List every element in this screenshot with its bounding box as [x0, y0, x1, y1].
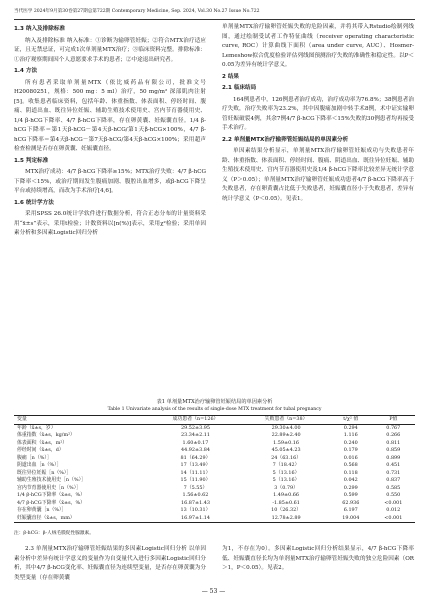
table-cell: 1.60±0.17 [182, 439, 209, 446]
table-header-cell: t/χ² 值 [330, 416, 372, 425]
table-caption-en: Table 1 Univariate analysis of the results of single-dose MTX treatment for tubal pregnancy [107, 407, 322, 412]
table-cell: 22.89±2.40 [271, 432, 301, 438]
table-cell: 17（13.49） [180, 462, 211, 468]
header-divider [14, 19, 415, 20]
table-row [14, 447, 415, 455]
table-cell: -1.85±0.61 [272, 499, 300, 506]
results-table [14, 415, 415, 523]
right-text-column [222, 23, 414, 204]
table-row [14, 424, 415, 432]
table-row [14, 492, 415, 500]
table-cell: 14（11.11） [180, 469, 211, 476]
table-cell: 停经时间（x̄±s，d） [17, 447, 64, 453]
table-cell: 29.30±4.00 [271, 424, 301, 431]
paragraph: 单剂量MTX治疗输卵管妊娠失败的危险因素，并将其带入Rstudio绘制列线图，通过绘制受试者工作特征曲线（receiver operating characteristic curve, ROC）计算曲线下面积（area under curve, AUC）、Hosmer-Lemeshow拟合优度检验评估列线图预测治疗失败的准确性和稳定性。以P＜0.05为差异有统计学意义。 [222, 24, 414, 68]
table-cell: 16.87±1.43 [180, 499, 210, 506]
table-caption [14, 398, 415, 414]
table-cell: 0.550 [386, 492, 401, 498]
table-cell: 0.179 [343, 447, 358, 453]
table-cell: 5（13.16） [272, 469, 300, 476]
paragraph: 2.3 单剂量MTX治疗输卵管妊娠结果的多因素Logistic回归分析 以单因素分析中差异有统计学意义的变量作为自变量代入进行多因素Logistic回归分析，其中4/7 β-hCG变化率、妊娠囊直径为连续型变量，是否存在卵黄囊为分类型变量（存在卵黄囊 [14, 546, 206, 581]
table-cell: 4/7 β-hCG下降率（x̄±s，%） [17, 499, 86, 506]
table-cell: 体重指数（x̄±s，kg/m²） [17, 432, 75, 438]
table-cell: 0.118 [343, 469, 358, 476]
section-heading: 2 结果 [222, 73, 240, 80]
table-header-cell: P值 [372, 416, 415, 425]
table-note: 注：β-hCG：β-人绒毛膜促性腺激素。 [14, 531, 94, 536]
table-cell: 5（13.16） [272, 477, 300, 483]
table-cell: 29.52±3.95 [180, 424, 210, 431]
table-row [14, 485, 415, 493]
table-cell: 24（63.16） [271, 454, 302, 461]
table-cell: 0.811 [386, 439, 401, 446]
table-row [14, 432, 415, 440]
table-row [14, 440, 415, 448]
paragraph: 为1，不存在为0）。多因素Logistic回归分析结果显示，4/7 β-hCG下降率低、妊娠囊直径长均为单剂量MTX治疗输卵管妊娠失败的独立危险因素（OR＞1，P＜0.05）。见表2。 [222, 546, 414, 571]
table-row [14, 455, 415, 463]
table-cell: 7（18.42） [272, 462, 300, 468]
table-cell: 1.49±0.66 [273, 492, 300, 498]
table-cell: 44.92±3.84 [180, 447, 210, 453]
table-cell: 体表面积（x̄±s，m²） [17, 439, 68, 446]
page-number: — 53 — [201, 588, 226, 595]
table-cell: 0.299 [343, 484, 358, 491]
table-cell: 1.116 [343, 432, 358, 438]
table-cell: 0.016 [343, 454, 358, 461]
table-cell: 7（5.55） [183, 484, 208, 491]
table-cell: <0.001 [384, 499, 403, 506]
table-header-cell: 失败患者（n=38） [242, 416, 330, 425]
bottom-right-column [222, 545, 414, 574]
table-cell: 19.004 [330, 515, 372, 523]
table-cell: 0.240 [343, 439, 358, 446]
table-cell: 0.585 [386, 484, 401, 491]
section-heading: 1.4 方法 [14, 68, 38, 74]
section-heading: 2.1 临床结局 [222, 85, 257, 91]
table-cell: 阴道出血［n（%）］ [17, 462, 62, 468]
bottom-left-column [14, 545, 206, 583]
table-cell: 0.568 [343, 462, 358, 468]
table-cell: 81（64.29） [180, 454, 211, 461]
table-cell: 0.012 [386, 507, 401, 513]
table-cell: 23.34±2.11 [180, 432, 210, 438]
table-cell: 年龄（x̄±s，岁） [17, 424, 56, 431]
table-cell: 10（26.32） [271, 507, 302, 513]
table-row [14, 477, 415, 485]
paragraph: 单因素结果分析显示，单剂量MTX治疗输卵管妊娠成功与失败患者年龄、体重指数、体表面积、停经时间、腹痛、阴道出血、既往异位妊娠、辅助生殖技术使用史、宫内节育器使用史及1/4 β-hCG下降率比较差异无统计学意义（P＞0.05）；单剂量MTX治疗输卵管妊娠成功患者4/7 β-hCG下降率高于失败患者，存在卵黄囊占比低于失败患者，妊娠囊直径小于失败患者，差异有统计学意义（P＜0.05）。见表1。 [222, 148, 414, 202]
paragraph: 所有患者采取单剂量MTX（依比威药品有限公司，批准文号H20080251，规格：500 mg：5 ml）治疗，50 mg/m² 深部肌肉注射[5]。收集患者临床资料，包括年龄、体重指数、体表面积、停经时间、腹痛、阴道出血、既往异位妊娠、辅助生殖技术使用史、宫内节育器使用史、1/4 β-hCG下降率、4/7 β-hCG下降率，存在卵黄囊、妊娠囊直径。1/4 β-hCG下降率＝第1天β-hCG－第4天β-hCG/第1天β-hCG×100%，4/7 β-hCG下降率＝第4天β-hCG－第7天β-hCG/第4天β-hCG×100%；采用超声检查检测是否存在卵黄囊、妊娠囊直径。 [14, 79, 206, 152]
paragraph: 164例患者中，126例患者治疗成功，治疗成功率为76.8%；38例患者治疗失败，治疗失败率为23.2%，其中因腹痛加剧中转手术8例，术中证实输卵管妊娠破裂4例，其余7例4/7 β-hCG下降率＜15%失败的30例患者均再接受手术治疗。 [222, 96, 414, 131]
table-row [14, 507, 415, 515]
table-header-cell: 成功患者（n=126） [149, 416, 242, 425]
table-cell: 妊娠囊直径（x̄±s，mm） [14, 515, 149, 523]
left-text-column [14, 23, 206, 239]
table-cell: 0.294 [343, 424, 358, 431]
table-header-row [14, 416, 415, 425]
table-cell: 存在卵黄囊［n（%）］ [17, 507, 67, 513]
table-cell: 62.936 [342, 499, 360, 506]
table-cell: 13（10.31） [180, 507, 211, 513]
table-header-cell: 变量 [14, 416, 149, 425]
table-row [14, 470, 415, 478]
table-cell: <0.001 [372, 515, 415, 523]
table-cell: 宫内节育器使用史［n（%）］ [17, 484, 82, 491]
table-row [14, 462, 415, 470]
table-cell: 腹痛［n（%）］ [17, 454, 52, 461]
section-heading: 1.3 纳入及排除标准 [14, 26, 66, 32]
table-row [14, 500, 415, 508]
table-cell: 0.599 [343, 492, 358, 498]
section-heading: 1.6 统计学方法 [14, 199, 54, 206]
table-cell: 15（11.90） [180, 477, 211, 483]
table-cell: 0.767 [386, 424, 401, 431]
section-heading: 2.2 单剂量MTX治疗输卵管妊娠结局的单因素分析 [222, 136, 349, 143]
table-cell: 0.451 [386, 462, 401, 468]
table-cell: 0.731 [386, 469, 401, 476]
table-cell: 1.56±0.62 [182, 492, 209, 498]
table-cell: 1/4 β-hCG下降率（x̄±s，%） [17, 492, 86, 498]
table-cell: 0.837 [386, 477, 401, 483]
table-cell: 0.266 [386, 432, 401, 438]
table-cell: 3（0.79） [274, 484, 298, 491]
table-cell: 45.05±4.23 [271, 447, 301, 453]
paragraph: 采用SPSS 26.0统计学软件进行数据分析，符合正态分布的计量资料采用“x̄±s”表示，采用t检验；计数资料以[n(%)]表示，采用χ²检验；采用单因素分析和多因素Logistic回归分析 [14, 211, 206, 236]
table-cell: 0.899 [386, 454, 401, 461]
table-cell: 辅助生殖技术使用史［n（%）］ [17, 477, 86, 483]
paragraph: 纳入及排除标准 纳入标准：①诊断为输卵管妊娠；②符合MTX治疗适应证，且无禁忌证，可完成1次单剂量MTX治疗；③临床资料完整。排除标准：①治疗观察期间因个人意愿要求手术的患者；②中途退出研究者。 [14, 37, 206, 63]
table-cell: 1.59±0.16 [273, 439, 300, 446]
table-cell: 0.859 [386, 447, 401, 453]
table-cell: 12.78±2.89 [242, 515, 330, 523]
table-cell: 6.197 [343, 507, 358, 513]
table-row [14, 515, 415, 523]
paragraph: MTX治疗成功：4/7 β-hCG下降率≥15%；MTX治疗失败：4/7 β-hCG下降率＜15%，或治疗期间发生腹痛加剧、腹腔出血增多，或β-hCG下降呈平台或持续增高，而改为手术治疗[4,6]。 [14, 169, 206, 194]
journal-header: 当代医学 2024年9月第30卷第27期总第722期 Contemporary Medicine, Sep. 2024, Vol.30 No.27 Issue No.722 [14, 9, 260, 14]
section-heading: 1.5 判定标准 [14, 157, 49, 164]
table-cell: 0.042 [343, 477, 358, 483]
table-caption-cn: 表1 单剂量MTX治疗输卵管妊娠结局的单因素分析 [156, 399, 273, 405]
table-cell: 既往异位妊娠［n（%）］ [17, 469, 72, 476]
table-cell: 16.97±1.14 [149, 515, 242, 523]
